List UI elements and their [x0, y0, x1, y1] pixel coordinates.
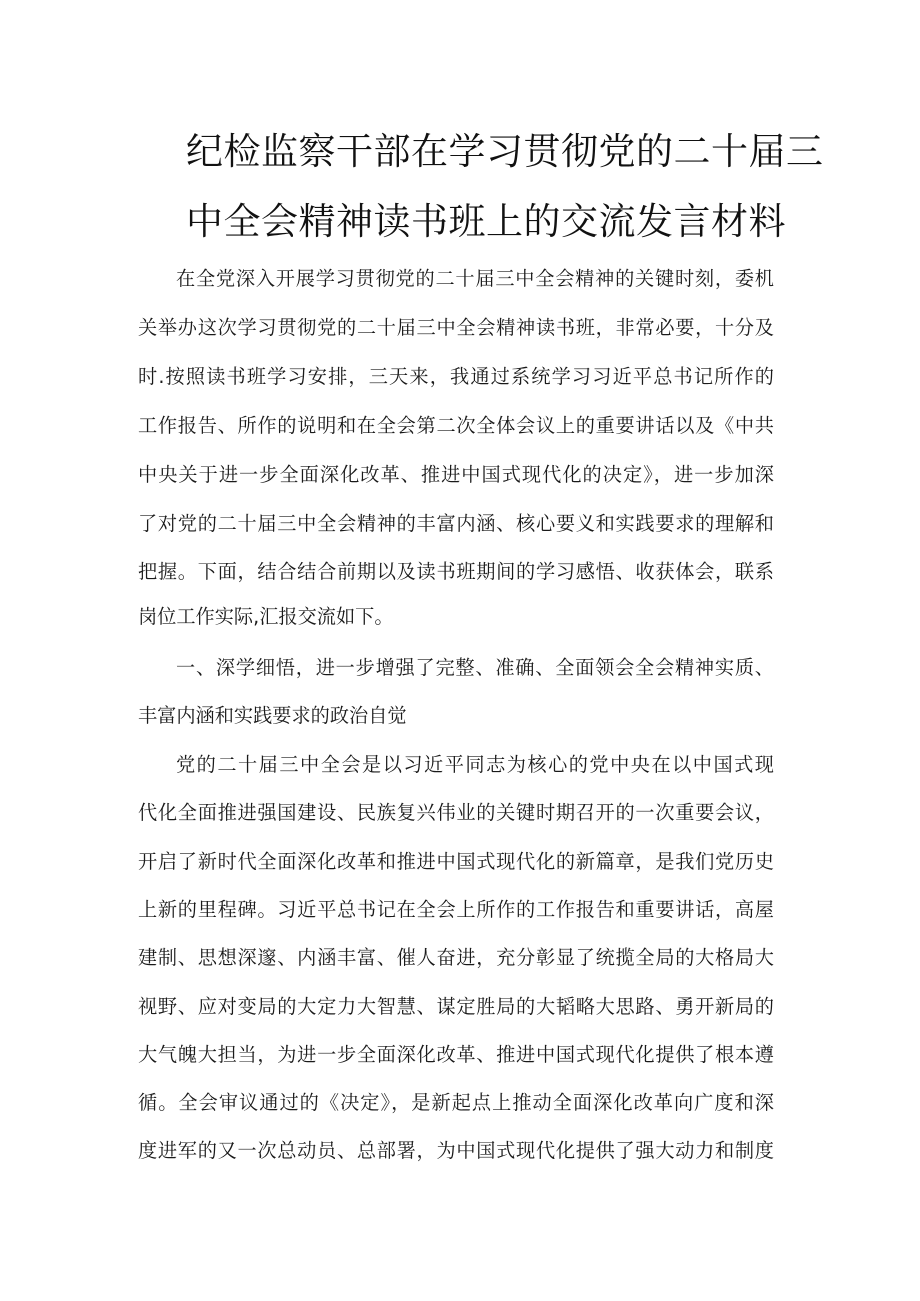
title-line-2: 中全会精神读书班上的交流发言材料 — [186, 200, 786, 243]
paragraph-3-line-4: 上新的里程碑。习近平总书记在全会上所作的工作报告和重要讲话，高屋 — [138, 898, 774, 921]
paragraph-3-line-2: 代化全面推进强国建设、民族复兴伟业的关键时期召开的一次重要会议， — [138, 801, 774, 824]
section-heading-line-2: 丰富内涵和实践要求的政治自觉 — [138, 704, 407, 727]
paragraph-1-line-4: 工作报告、所作的说明和在全会第二次全体会议上的重要讲话以及《中共 — [138, 414, 774, 437]
paragraph-1-line-5: 中央关于进一步全面深化改革、推进中国式现代化的决定》，进一步加深 — [138, 463, 774, 486]
paragraph-3-line-8: 循。全会审议通过的《决定》，是新起点上推动全面深化改革向广度和深 — [138, 1091, 774, 1114]
paragraph-3-line-5: 建制、思想深邃、内涵丰富、催人奋进，充分彰显了统揽全局的大格局大 — [138, 946, 774, 969]
paragraph-3-line-6: 视野、应对变局的大定力大智慧、谋定胜局的大韬略大思路、勇开新局的 — [138, 995, 774, 1018]
title-line-1: 纪检监察干部在学习贯彻党的二十届三 — [186, 130, 824, 173]
paragraph-1-line-6: 了对党的二十届三中全会精神的丰富内涵、核心要义和实践要求的理解和 — [138, 512, 774, 535]
paragraph-1-line-1: 在全党深入开展学习贯彻党的二十届三中全会精神的关键时刻，委机 — [176, 267, 774, 290]
paragraph-1-line-7: 把握。下面，结合结合前期以及读书班期间的学习感悟、收获体会，联系 — [138, 560, 774, 583]
paragraph-3-line-9: 度进军的又一次总动员、总部署，为中国式现代化提供了强大动力和制度 — [138, 1139, 774, 1162]
paragraph-3-line-3: 开启了新时代全面深化改革和推进中国式现代化的新篇章，是我们党历史 — [138, 850, 774, 873]
section-heading-line-1: 一、深学细悟，进一步增强了完整、准确、全面领会全会精神实质、 — [176, 656, 774, 679]
paragraph-3-line-1: 党的二十届三中全会是以习近平同志为核心的党中央在以中国式现 — [176, 753, 774, 776]
paragraph-1-line-2: 关举办这次学习贯彻党的二十届三中全会精神读书班，非常必要，十分及 — [138, 316, 774, 339]
paragraph-1-line-8: 岗位工作实际,汇报交流如下。 — [138, 605, 394, 628]
paragraph-3-line-7: 大气魄大担当，为进一步全面深化改革、推进中国式现代化提供了根本遵 — [138, 1043, 774, 1066]
paragraph-1-line-3: 时.按照读书班学习安排，三天来，我通过系统学习习近平总书记所作的 — [138, 365, 774, 388]
